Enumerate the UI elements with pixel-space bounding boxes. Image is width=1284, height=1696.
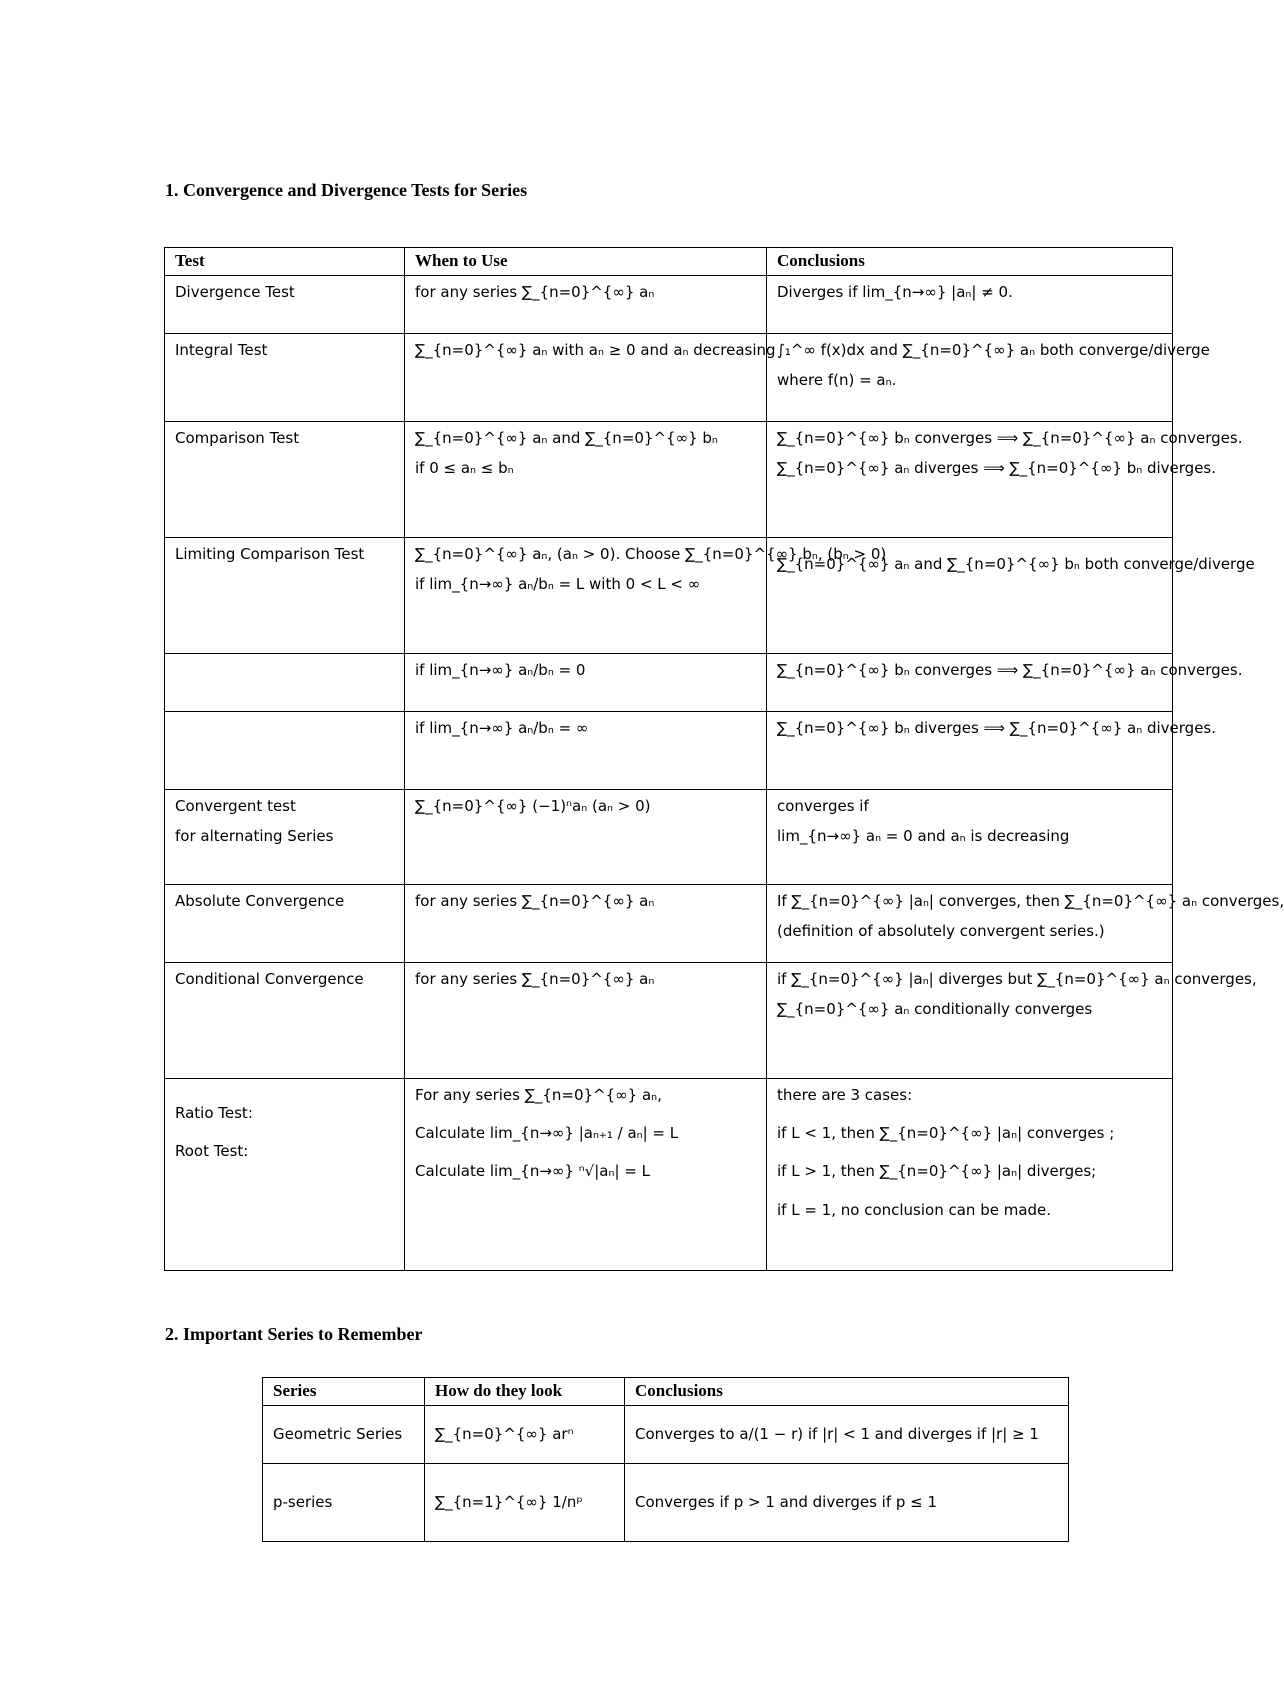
when-line: Calculate lim_{n→∞} ⁿ√|aₙ| = L: [415, 1162, 650, 1181]
table-row: [165, 884, 1173, 962]
cell-when: [405, 537, 887, 653]
cell-test: [165, 275, 405, 333]
cell-test: [165, 421, 405, 537]
test-line: Comparison Test: [175, 428, 300, 447]
concl-line: ∑_{n=0}^{∞} aₙ diverges ⟹ ∑_{n=0}^{∞} bₙ diverges.: [777, 459, 1216, 478]
look-text: ∑_{n=1}^{∞} 1/nᵖ: [435, 1493, 583, 1512]
test-line: for alternating Series: [175, 827, 334, 846]
concl-line: If ∑_{n=0}^{∞} |aₙ| converges, then ∑_{n=0}^{∞} aₙ converges,: [777, 891, 1284, 910]
table-row: [165, 653, 1173, 711]
cell-test: [165, 537, 405, 653]
cell-test: [165, 884, 405, 962]
cell-when: [405, 421, 767, 537]
concl-line: if L = 1, no conclusion can be made.: [777, 1200, 1052, 1219]
line-gap: [175, 1085, 394, 1103]
test-line: Limiting Comparison Test: [175, 544, 365, 563]
cell-when: [405, 333, 776, 421]
cell-concl: [767, 789, 1173, 884]
cell-when: [405, 789, 767, 884]
line-gap: [777, 448, 1162, 458]
line-gap: [777, 1143, 1162, 1161]
cell-concl: [767, 537, 1255, 653]
col-header-conclusions: Conclusions: [767, 248, 1173, 276]
table-row: [263, 1405, 1069, 1463]
when-line: Calculate lim_{n→∞} |aₙ₊₁ / aₙ| = L: [415, 1124, 679, 1143]
concl-line: if L < 1, then ∑_{n=0}^{∞} |aₙ| converges ;: [777, 1124, 1115, 1143]
concl-line: converges if: [777, 796, 869, 815]
table-row: [165, 333, 1173, 421]
when-line: ∑_{n=0}^{∞} aₙ with aₙ ≥ 0 and aₙ decreasing: [415, 340, 776, 359]
when-line: ∑_{n=0}^{∞} aₙ, (aₙ > 0). Choose ∑_{n=0}^{∞} bₙ, (bₙ > 0): [415, 544, 887, 563]
table-header-row: [263, 1378, 1069, 1406]
col-header-conclusions: Conclusions: [625, 1378, 1069, 1406]
cell-concl: [625, 1463, 1069, 1541]
cell-series: [263, 1463, 425, 1541]
cell-test: [165, 962, 405, 1078]
concl-line: ∑_{n=0}^{∞} bₙ diverges ⟹ ∑_{n=0}^{∞} aₙ diverges.: [777, 718, 1216, 737]
line-gap: [777, 989, 1162, 999]
important-series-table: [262, 1377, 1069, 1542]
concl-line: (definition of absolutely convergent series.): [777, 922, 1105, 941]
concl-line: lim_{n→∞} aₙ = 0 and aₙ is decreasing: [777, 827, 1070, 846]
cell-when: [405, 962, 767, 1078]
concl-line: ∑_{n=0}^{∞} bₙ converges ⟹ ∑_{n=0}^{∞} aₙ converges.: [777, 428, 1243, 447]
col-header-when: When to Use: [405, 248, 767, 276]
when-line: if 0 ≤ aₙ ≤ bₙ: [415, 459, 514, 478]
table-row: [165, 962, 1173, 1078]
col-header-test: Test: [165, 248, 405, 276]
concl-line: where f(n) = aₙ.: [777, 371, 897, 390]
cell-when: [405, 884, 767, 962]
cell-test: [165, 711, 405, 789]
look-text: ∑_{n=0}^{∞} arⁿ: [435, 1425, 574, 1444]
test-line: Root Test:: [175, 1142, 249, 1161]
concl-line: if ∑_{n=0}^{∞} |aₙ| diverges but ∑_{n=0}^{∞} aₙ converges,: [777, 969, 1257, 988]
cell-test: [165, 333, 405, 421]
table-header-row: [165, 248, 1173, 276]
when-line: if lim_{n→∞} aₙ/bₙ = L with 0 < L < ∞: [415, 575, 701, 594]
concl-line: ∑_{n=0}^{∞} aₙ and ∑_{n=0}^{∞} bₙ both converge/diverge: [777, 554, 1255, 573]
when-line: for any series ∑_{n=0}^{∞} aₙ: [415, 969, 655, 988]
test-line: Absolute Convergence: [175, 891, 345, 910]
when-line: ∑_{n=0}^{∞} (−1)ⁿaₙ (aₙ > 0): [415, 796, 651, 815]
concl-line: if L > 1, then ∑_{n=0}^{∞} |aₙ| diverges;: [777, 1162, 1097, 1181]
test-line: Convergent test: [175, 796, 296, 815]
line-gap: [175, 1123, 394, 1141]
concl-text: Converges to a/(1 − r) if |r| < 1 and diverges if |r| ≥ 1: [635, 1425, 1039, 1444]
test-line: Ratio Test:: [175, 1103, 253, 1122]
line-gap: [777, 1182, 1162, 1200]
table-row: [165, 711, 1173, 789]
col-header-look: How do they look: [425, 1378, 625, 1406]
concl-line: ∑_{n=0}^{∞} bₙ converges ⟹ ∑_{n=0}^{∞} aₙ converges.: [777, 660, 1243, 679]
line-gap: [777, 816, 1162, 826]
cell-concl: [767, 962, 1257, 1078]
line-gap: [415, 1105, 756, 1123]
cell-concl: [767, 275, 1173, 333]
cell-look: [425, 1405, 625, 1463]
series-text: p-series: [273, 1493, 333, 1512]
cell-when: [405, 711, 767, 789]
cell-test: [165, 653, 405, 711]
line-gap: [415, 448, 756, 458]
cell-test: [165, 1078, 405, 1270]
concl-line: there are 3 cases:: [777, 1085, 913, 1104]
line-gap: [415, 564, 756, 574]
table-row: [165, 789, 1173, 884]
col-header-series: Series: [263, 1378, 425, 1406]
cell-look: [425, 1463, 625, 1541]
concl-line: ∫₁^∞ f(x)dx and ∑_{n=0}^{∞} aₙ both converge/diverge: [777, 340, 1210, 359]
section1-title: 1. Convergence and Divergence Tests for Series: [165, 180, 528, 200]
line-gap: [175, 816, 394, 826]
concl-line: Diverges if lim_{n→∞} |aₙ| ≠ 0.: [777, 282, 1013, 301]
cell-concl: [767, 711, 1216, 789]
cell-concl: [767, 421, 1243, 537]
table-row: [165, 275, 1173, 333]
cell-test: [165, 789, 405, 884]
cell-when: [405, 275, 767, 333]
section2-title: 2. Important Series to Remember: [165, 1324, 423, 1344]
table-row: [165, 421, 1173, 537]
cell-concl: [767, 653, 1243, 711]
test-line: Conditional Convergence: [175, 969, 364, 988]
cell-concl: [625, 1405, 1069, 1463]
when-line: if lim_{n→∞} aₙ/bₙ = ∞: [415, 718, 589, 737]
cell-concl: [767, 333, 1210, 421]
test-line: Divergence Test: [175, 282, 295, 301]
cell-when: [405, 653, 767, 711]
cell-when: [405, 1078, 767, 1270]
when-line: ∑_{n=0}^{∞} aₙ and ∑_{n=0}^{∞} bₙ: [415, 428, 718, 447]
concl-line: ∑_{n=0}^{∞} aₙ conditionally converges: [777, 1000, 1093, 1019]
when-line: for any series ∑_{n=0}^{∞} aₙ: [415, 891, 655, 910]
table-row: [263, 1463, 1069, 1541]
series-text: Geometric Series: [273, 1425, 403, 1444]
line-gap: [777, 360, 1162, 370]
line-gap: [777, 1105, 1162, 1123]
cell-concl: [767, 1078, 1173, 1270]
test-line: Integral Test: [175, 340, 268, 359]
cell-series: [263, 1405, 425, 1463]
concl-text: Converges if p > 1 and diverges if p ≤ 1: [635, 1493, 938, 1512]
table-row: [165, 1078, 1173, 1270]
convergence-tests-table: [164, 247, 1284, 1271]
when-line: if lim_{n→∞} aₙ/bₙ = 0: [415, 660, 586, 679]
when-line: For any series ∑_{n=0}^{∞} aₙ,: [415, 1085, 662, 1104]
cell-concl: [767, 884, 1284, 962]
table-row: [165, 537, 1173, 653]
line-gap: [777, 911, 1162, 921]
line-gap: [415, 1143, 756, 1161]
when-line: for any series ∑_{n=0}^{∞} aₙ: [415, 282, 655, 301]
